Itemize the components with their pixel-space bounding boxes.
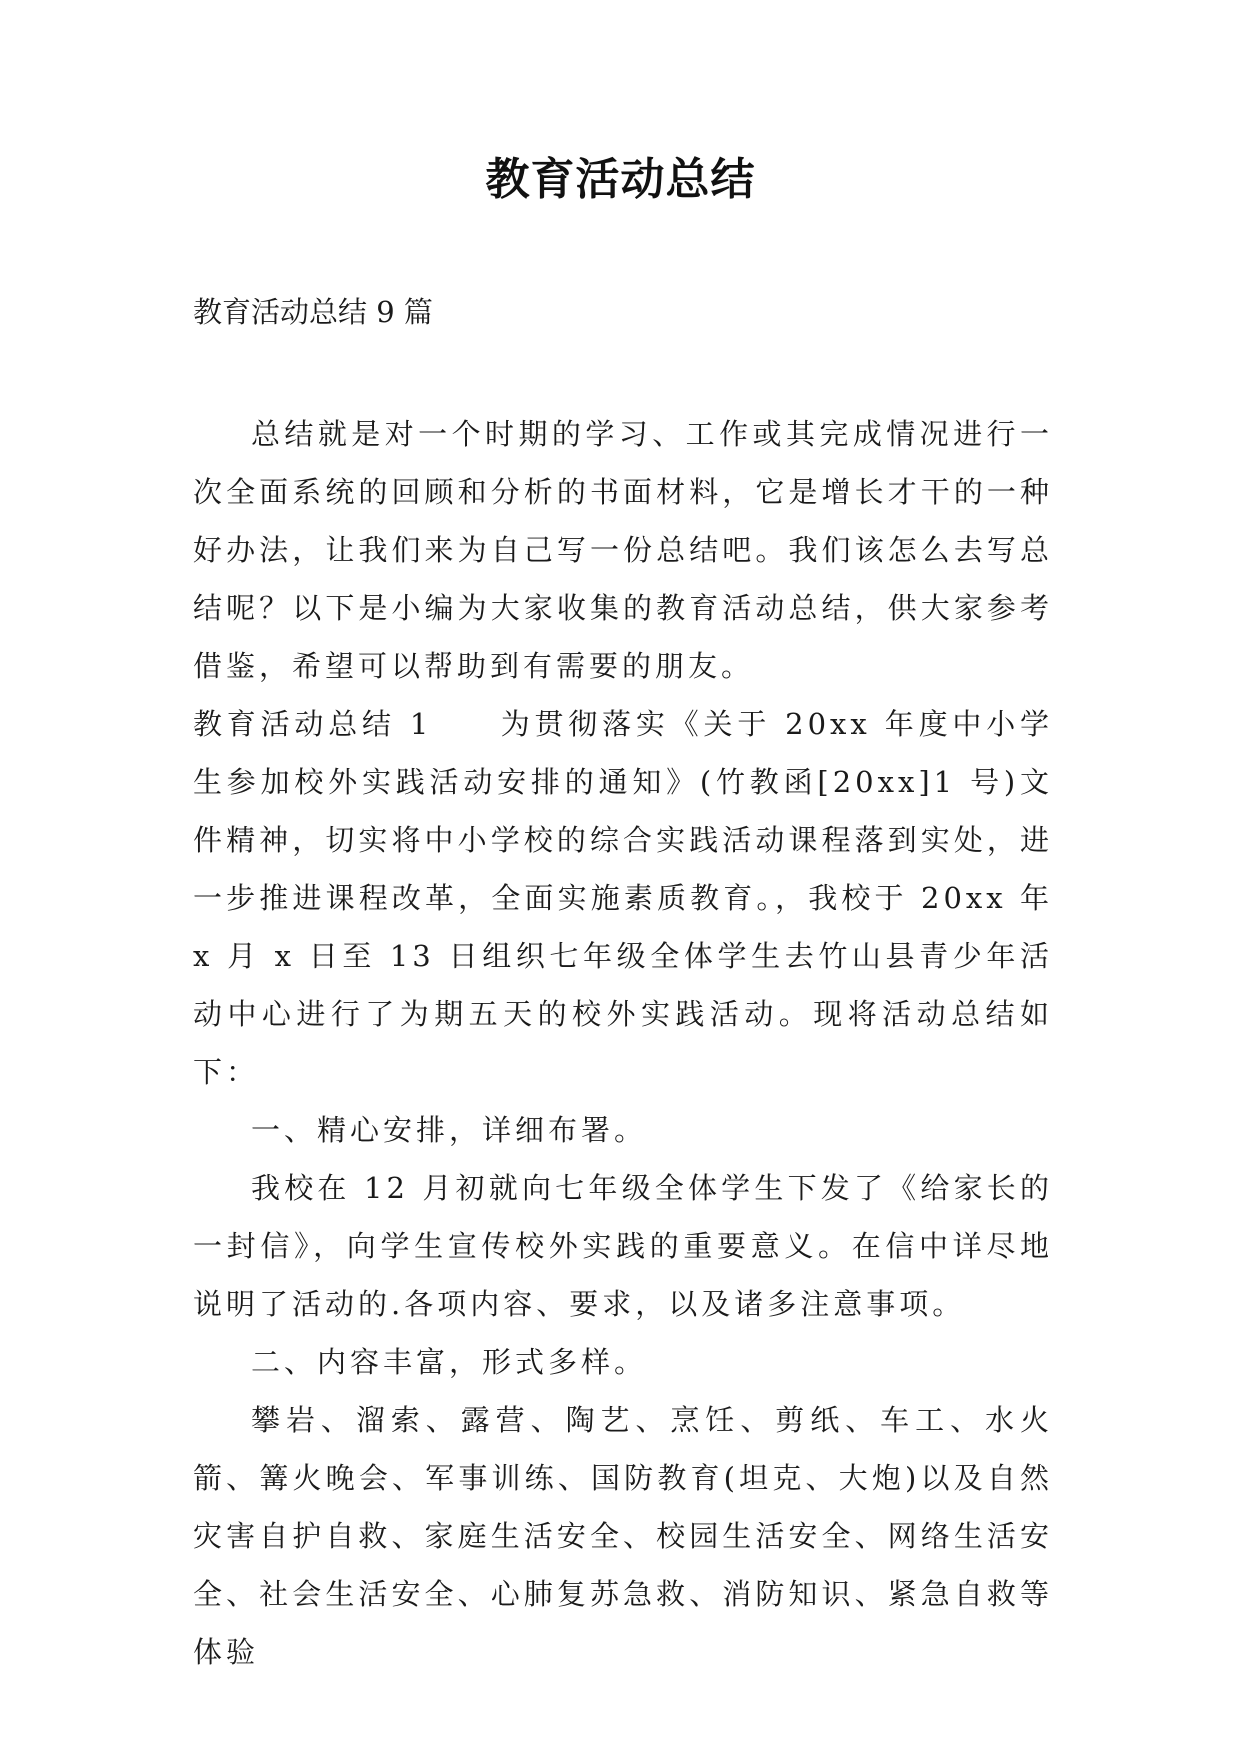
intro-paragraph: 总结就是对一个时期的学习、工作或其完成情况进行一次全面系统的回顾和分析的书面材料，它是增长才干的一种好办法，让我们来为自己写一份总结吧。我们该怎么去写总结呢？以下是小编为大家收集的教育活动总结，供大家参考借鉴，希望可以帮助到有需要的朋友。 [193,417,1053,683]
paragraph-activities: 攀岩、溜索、露营、陶艺、烹饪、剪纸、车工、水火箭、篝火晚会、军事训练、国防教育(坦克、大炮)以及自然灾害自护自救、家庭生活安全、校园生活安全、网络生活安全、社会生活安全、心肺复苏急救、消防知识、紧急自救等体验 [193,1403,1053,1669]
heading-one: 一、精心安排，详细布署。 [251,1113,648,1147]
section-1-paragraph: 教育活动总结 1 为贯彻落实《关于 20xx 年度中小学生参加校外实践活动安排的通知》(竹教函[20xx]1 号)文件精神，切实将中小学校的综合实践活动课程落到实处，进一步推进课程改革，全面实施素质教育。，我校于 20xx 年 x 月 x 日至 13 日组织七年级全体学生去竹山县青少年活动中心进行了为期五天的校外实践活动。现将活动总结如下： [193,707,1053,1089]
paragraph-letter: 我校在 12 月初就向七年级全体学生下发了《给家长的一封信》，向学生宣传校外实践的重要意义。在信中详尽地说明了活动的.各项内容、要求，以及诸多注意事项。 [193,1171,1053,1321]
document-title: 教育活动总结 [485,154,756,205]
document-body [193,405,1053,1681]
heading-two: 二、内容丰富，形式多样。 [251,1345,648,1379]
document-subtitle: 教育活动总结 9 篇 [193,295,433,329]
